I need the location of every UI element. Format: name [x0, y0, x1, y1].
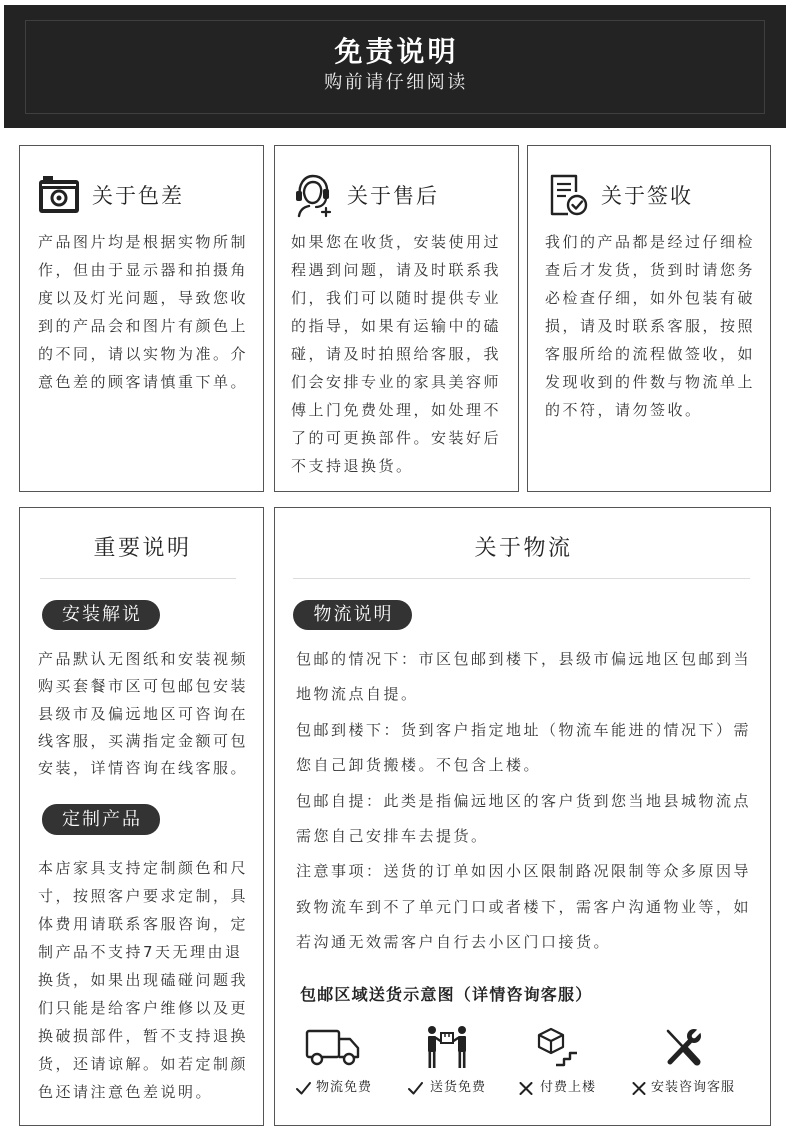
text-line: 寸，按照客户要求定制，具 [38, 887, 249, 905]
custom-product-tag: 定制产品 [42, 804, 160, 835]
check-icon [296, 1082, 311, 1095]
delivery-handover-icon [427, 1025, 467, 1069]
card-heading: 关于色差 [92, 184, 184, 208]
important-notes-card [19, 507, 264, 1126]
text-line: 查后才发货，货到时请您务 [545, 261, 756, 279]
page-subtitle: 购前请仔细阅读 [324, 72, 468, 93]
text-line: 换破损部件，暂不支持退换 [38, 1027, 249, 1045]
customer-service-icon [293, 172, 333, 218]
text-line: 安装，详情咨询在线客服。 [38, 759, 249, 778]
custom-product-text [38, 854, 248, 1106]
text-line: 线客服，买满指定金额可包 [38, 731, 249, 750]
text-line: 换货，如果出现磕碰问题我 [38, 971, 249, 989]
text-line: 制产品不支持7天无理由退 [38, 943, 243, 961]
text-line: 不支持退换货。 [291, 457, 414, 475]
divider [293, 578, 750, 579]
text-line: 包邮自提：此类是指偏远地区的客户货到您当地县城物流点 [296, 791, 752, 810]
text-line: 作，但由于显示器和拍摄角 [38, 261, 249, 279]
text-line: 客服所给的流程做签收，如 [545, 345, 756, 363]
logistics-tag: 物流说明 [293, 600, 412, 630]
text-line: 们，我们可以随时提供专业 [291, 289, 502, 307]
text-line: 发现收到的件数与物流单上 [545, 373, 756, 391]
service-paid-upstairs [519, 1023, 629, 1103]
cross-icon [632, 1082, 646, 1095]
text-line: 的不符，请勿签收。 [545, 401, 703, 419]
text-line: 体费用请联系客服咨询，定 [38, 915, 249, 933]
truck-icon [305, 1028, 361, 1066]
text-line: 度以及灯光问题，导致您收 [38, 289, 249, 307]
service-label: 物流免费 [316, 1080, 373, 1095]
text-line: 包邮的情况下：市区包邮到楼下，县级市偏远地区包邮到当 [296, 650, 752, 668]
page-title: 免责说明 [334, 35, 459, 68]
delivery-diagram-title: 包邮区域送货示意图（详情咨询客服） [300, 985, 593, 1004]
text-line: 损，请及时联系客服，按照 [545, 317, 756, 335]
text-line: 们只能是给客户维修以及更 [38, 999, 249, 1017]
text-line: 我们的产品都是经过仔细检 [545, 233, 756, 251]
card-text [38, 228, 248, 396]
logistics-card [274, 507, 771, 1126]
after-sales-card [274, 145, 519, 492]
check-icon [408, 1082, 423, 1095]
text-line: 了的可更换部件。安装好后 [291, 429, 502, 447]
header-banner [4, 5, 786, 128]
text-line: 包邮到楼下：货到客户指定地址（物流车能进的情况下）需 [296, 720, 752, 739]
text-line: 的不同，请以实物为准。介 [38, 345, 249, 363]
service-installation-consult [632, 1023, 742, 1103]
section-heading: 关于物流 [474, 536, 573, 561]
card-heading: 关于售后 [347, 184, 439, 208]
card-text [545, 228, 755, 424]
text-line: 的指导，如果有运输中的磕 [291, 317, 502, 335]
text-line: 到的产品会和图片有颜色上 [38, 317, 249, 335]
tools-icon [664, 1027, 702, 1067]
installation-tag: 安装解说 [42, 600, 160, 630]
text-line: 本店家具支持定制颜色和尺 [38, 859, 249, 877]
text-line: 产品图片均是根据实物所制 [38, 233, 249, 251]
service-delivery-free [408, 1023, 518, 1103]
section-heading: 重要说明 [93, 536, 192, 561]
text-line: 碰，请及时拍照给客服，我 [291, 345, 502, 363]
document-check-icon [548, 174, 588, 216]
text-line: 色还请注意色差说明。 [38, 1083, 214, 1101]
service-label: 送货免费 [430, 1080, 487, 1095]
color-difference-card [19, 145, 264, 492]
camera-icon [38, 176, 80, 214]
installation-text [38, 646, 248, 782]
card-heading: 关于签收 [601, 184, 693, 208]
text-line: 产品默认无图纸和安装视频 [38, 650, 249, 668]
text-line: 地物流点自提。 [296, 685, 419, 704]
card-text [291, 228, 501, 480]
text-line: 货，还请谅解。如若定制颜 [38, 1055, 249, 1073]
sign-for-card [527, 145, 771, 492]
text-line: 们会安排专业的家具美容师 [291, 373, 502, 391]
service-label: 付费上楼 [540, 1080, 597, 1095]
cross-icon [519, 1082, 533, 1095]
text-line: 意色差的顾客请慎重下单。 [38, 373, 249, 391]
service-logistics-free [296, 1023, 406, 1103]
service-label: 安装咨询客服 [651, 1080, 736, 1095]
text-line: 致物流车到不了单元门口或者楼下，需客户沟通物业等，如 [296, 897, 752, 916]
text-line: 县级市及偏远地区可咨询在 [38, 704, 249, 723]
text-line: 您自己卸货搬楼。不包含上楼。 [296, 756, 542, 775]
text-line: 注意事项：送货的订单如因小区限制路况限制等众多原因导 [296, 862, 752, 881]
text-line: 需您自己安排车去提货。 [296, 827, 489, 846]
text-line: 程遇到问题，请及时联系我 [291, 261, 502, 279]
text-line: 购买套餐市区可包邮包安装 [38, 677, 249, 696]
text-line: 如果您在收货，安装使用过 [291, 233, 502, 251]
text-line: 若沟通无效需客户自行去小区门口接货。 [296, 933, 612, 952]
box-stairs-icon [537, 1027, 579, 1067]
logistics-text [296, 642, 751, 961]
text-line: 傅上门免费处理，如处理不 [291, 401, 502, 419]
text-line: 必检查仔细，如外包装有破 [545, 289, 756, 307]
divider [40, 578, 236, 579]
